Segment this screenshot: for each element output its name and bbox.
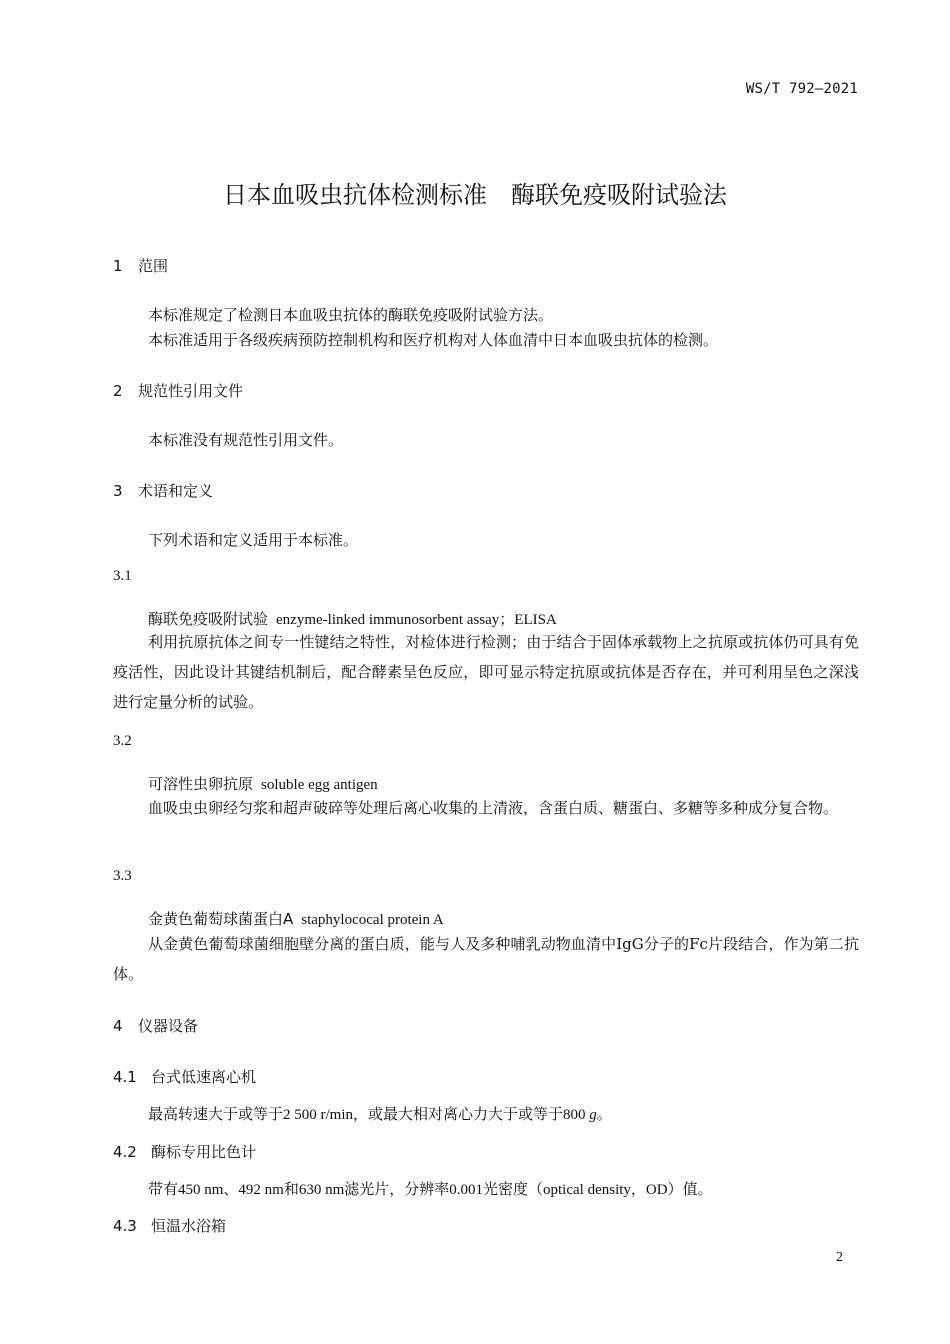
section-title: 仪器设备 (138, 1017, 199, 1035)
section-3-paragraph-1: 下列术语和定义适用于本标准。 (148, 531, 359, 549)
unit-g: g (589, 1107, 597, 1123)
subsection-title: 酶标专用比色计 (151, 1143, 257, 1161)
term-zh: 金黄色葡萄球菌蛋白A (148, 910, 294, 928)
section-4-heading (113, 1015, 198, 1036)
text-segment: 最高转速大于或等于2 500 r/min，或最大相对离心力大于或等于800 (148, 1107, 590, 1123)
term-3-3-entry (148, 908, 444, 929)
term-3-1-number: 3.1 (113, 568, 132, 584)
term-3-2-entry (148, 773, 378, 794)
subsection-title: 台式低速离心机 (151, 1068, 257, 1086)
term-3-2-number: 3.2 (113, 733, 132, 749)
term-en: soluble egg antigen (261, 777, 378, 793)
section-title: 术语和定义 (138, 482, 214, 500)
subsection-4-3-heading (113, 1215, 226, 1236)
section-number: 1 (113, 257, 123, 275)
term-en: enzyme-linked immunosorbent assay；ELISA (276, 612, 557, 628)
text-segment: 。 (596, 1107, 612, 1123)
subsection-4-2-heading (113, 1141, 256, 1162)
subsection-4-2-text: 带有450 nm、492 nm和630 nm滤光片，分辨率0.001光密度（optical density，OD）值。 (148, 1182, 713, 1198)
subsection-number: 4.2 (113, 1143, 137, 1161)
document-title: 日本血吸虫抗体检测标准 酶联免疫吸附试验法 (223, 181, 727, 209)
page-number: 2 (836, 1250, 843, 1265)
section-number: 4 (113, 1017, 123, 1035)
section-number: 3 (113, 482, 123, 500)
header-standard-code: WS/T 792—2021 (745, 81, 858, 97)
section-title: 范围 (138, 257, 169, 275)
term-3-1-entry (148, 608, 557, 629)
term-3-3-definition: 从金黄色葡萄球菌细胞壁分离的蛋白质，能与人及多种哺乳动物血清中IgG分子的Fc片段结合，作为第二抗体。 (113, 935, 859, 983)
section-3-heading (113, 480, 213, 501)
term-zh: 可溶性虫卵抗原 (148, 775, 254, 793)
subsection-4-1-heading (113, 1066, 256, 1087)
section-1-paragraph-2: 本标准适用于各级疾病预防控制机构和医疗机构对人体血清中日本血吸虫抗体的检测。 (148, 331, 719, 349)
subsection-4-1-text (148, 1103, 612, 1124)
subsection-number: 4.3 (113, 1217, 137, 1235)
term-3-3-number: 3.3 (113, 868, 132, 884)
section-number: 2 (113, 382, 123, 400)
term-en: staphylococal protein A (301, 912, 444, 928)
section-2-paragraph-1: 本标准没有规范性引用文件。 (148, 431, 344, 449)
section-1-paragraph-1: 本标准规定了检测日本血吸虫抗体的酶联免疫吸附试验方法。 (148, 306, 554, 324)
section-title: 规范性引用文件 (138, 382, 244, 400)
term-3-1-definition: 利用抗原抗体之间专一性键结之特性，对检体进行检测；由于结合于固体承载物上之抗原或抗体仍可具有免疫活性，因此设计其键结机制后，配合酵素呈色反应，即可显示特定抗原或抗体是否存在，并可利用呈色之深浅进行定量分析的试验。 (113, 633, 859, 711)
section-2-heading (113, 380, 243, 401)
term-zh: 酶联免疫吸附试验 (148, 610, 269, 628)
term-3-2-definition: 血吸虫虫卵经匀浆和超声破碎等处理后离心收集的上清液，含蛋白质、糖蛋白、多糖等多种成分复合物。 (148, 799, 839, 817)
section-1-heading (113, 255, 168, 276)
subsection-title: 恒温水浴箱 (151, 1217, 227, 1235)
subsection-number: 4.1 (113, 1068, 137, 1086)
